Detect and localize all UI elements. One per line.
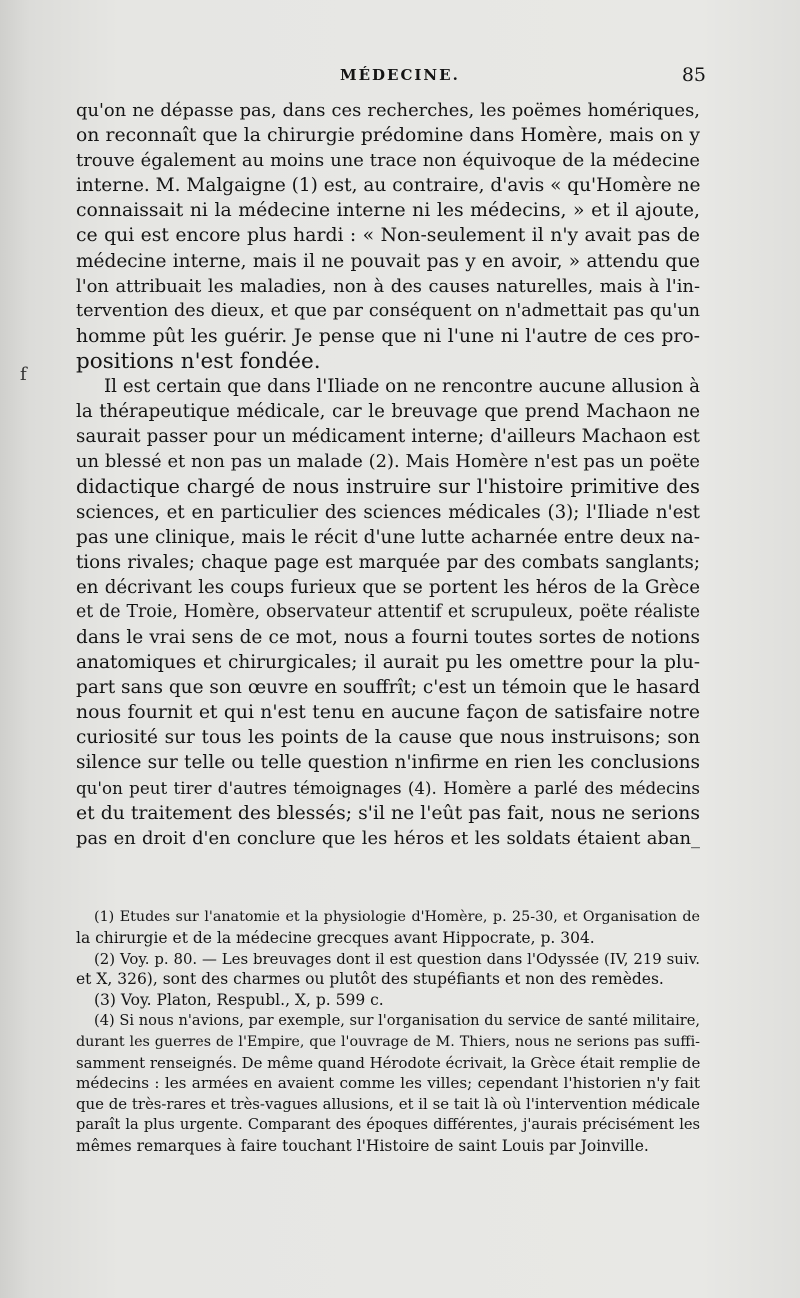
footnote-line: paraît la plus urgente. Comparant des époques différentes, j'aurais précisément les: [76, 1115, 700, 1133]
text-line: on reconnaît que la chirurgie prédomine dans Homère, mais on y: [76, 125, 700, 147]
text-line: part sans que son œuvre en souffrît; c'est un témoin que le hasard: [76, 677, 701, 699]
text-line: un blessé et non pas un malade (2). Mais Homère n'est pas un poëte: [76, 451, 700, 473]
main-text: [76, 98, 700, 851]
text-line: homme pût les guérir. Je pense que ni l'une ni l'autre de ces pro-: [76, 325, 700, 347]
text-line: qu'on peut tirer d'autres témoignages (4). Homère a parlé des médecins: [76, 777, 700, 798]
text-line: qu'on ne dépasse pas, dans ces recherches, les poëmes homériques,: [76, 100, 700, 121]
margin-mark: f: [20, 364, 27, 385]
text-line: ce qui est encore plus hardi : « Non-seulement il n'y avait pas de: [76, 225, 700, 247]
text-line: la thérapeutique médicale, car le breuvage que prend Machaon ne: [76, 401, 700, 423]
footnote-line: (1) Etudes sur l'anatomie et la physiologie d'Homère, p. 25-30, et Organisation de: [94, 909, 700, 925]
text-line: anatomiques et chirurgicales; il aurait pu les omettre pour la plu-: [76, 652, 700, 674]
text-line: didactique chargé de nous instruire sur l'histoire primitive des: [76, 475, 700, 499]
text-line: curiosité sur tous les points de la cause que nous instruisons; son: [76, 727, 700, 749]
text-line: positions n'est fondée.: [76, 348, 321, 374]
text-line: nous fournit et qui n'est tenu en aucune façon de satisfaire notre: [76, 702, 700, 724]
text-line: médecine interne, mais il ne pouvait pas y en avoir, » attendu que: [76, 250, 700, 272]
footnote-line: mêmes remarques à faire touchant l'Histoire de saint Louis par Joinville.: [76, 1136, 649, 1155]
text-line: interne. M. Malgaigne (1) est, au contraire, d'avis « qu'Homère ne: [76, 175, 701, 197]
text-line: en décrivant les coups furieux que se portent les héros de la Grèce: [76, 576, 700, 598]
text-line: Il est certain que dans l'Iliade on ne rencontre aucune allusion à: [104, 376, 700, 398]
footnote-line: la chirurgie et de la médecine grecques avant Hippocrate, p. 304.: [76, 928, 595, 947]
footnote-line: médecins : les armées en avaient comme les villes; cependant l'historien n'y fait: [76, 1074, 700, 1093]
footnote-line: (2) Voy. p. 80. — Les breuvages dont il est question dans l'Odyssée (IV, 219 suiv.: [94, 949, 700, 968]
footnote-line: que de très-rares et très-vagues allusions, et il se tait là où l'intervention médicale: [76, 1095, 700, 1114]
text-line: trouve également au moins une trace non équivoque de la médecine: [76, 150, 700, 172]
footnote-line: samment renseignés. De même quand Hérodote écrivait, la Grèce était remplie de: [76, 1053, 701, 1072]
text-line: saurait passer pour un médicament interne; d'ailleurs Machaon est: [76, 426, 700, 448]
text-line: dans le vrai sens de ce mot, nous a fourni toutes sortes de notions: [76, 626, 700, 648]
text-line: pas en droit d'en conclure que les héros et les soldats étaient aban_: [76, 827, 700, 849]
footnote-line: et X, 326), sont des charmes ou plutôt des stupéfiants et non des remèdes.: [76, 970, 664, 989]
text-line: et du traitement des blessés; s'il ne l'eût pas fait, nous ne serions: [76, 802, 700, 824]
footnotes: [76, 907, 700, 1157]
footnote-line: (4) Si nous n'avions, par exemple, sur l'organisation du service de santé militaire,: [94, 1011, 700, 1029]
page-header: [76, 66, 706, 90]
footnote-line: (3) Voy. Platon, Respubl., X, p. 599 c.: [94, 991, 384, 1010]
text-line: sciences, et en particulier des sciences médicales (3); l'Iliade n'est: [76, 501, 700, 523]
text-line: et de Troie, Homère, observateur attentif et scrupuleux, poëte réaliste: [76, 601, 700, 622]
text-line: tions rivales; chaque page est marquée par des combats sanglants;: [76, 551, 700, 573]
text-line: tervention des dieux, et que par conséquent on n'admettait pas qu'un: [76, 300, 700, 321]
running-title: MÉDECINE.: [340, 66, 460, 84]
text-line: l'on attribuait les maladies, non à des causes naturelles, mais à l'in-: [76, 275, 700, 297]
page-number: 85: [681, 64, 706, 86]
text-line: connaissait ni la médecine interne ni les médecins, » et il ajoute,: [76, 200, 700, 222]
text-line: pas une clinique, mais le récit d'une lutte acharnée entre deux na-: [76, 526, 700, 548]
text-line: silence sur telle ou telle question n'infirme en rien les conclusions: [76, 752, 700, 774]
footnote-line: durant les guerres de l'Empire, que l'ouvrage de M. Thiers, nous ne serions pas suffi-: [76, 1033, 700, 1050]
